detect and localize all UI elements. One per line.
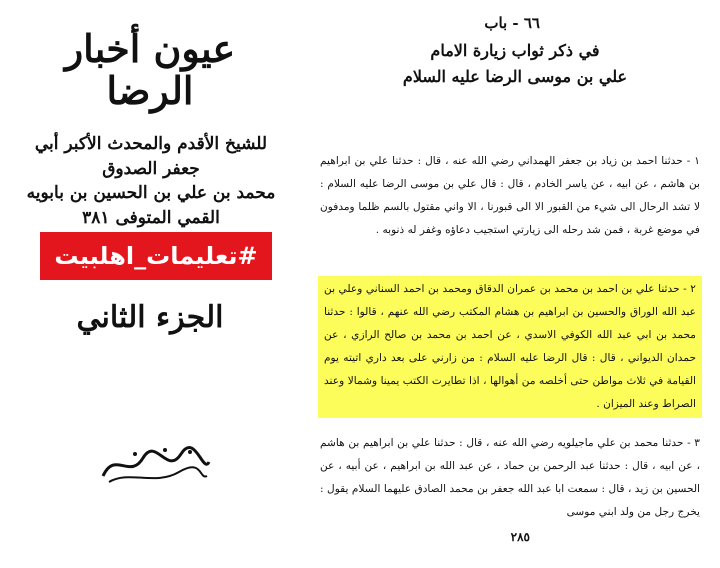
hadith-paragraph-3: ٣ - حدثنا محمد بن علي ماجيلويه رضي الله عنه ، قال : حدثنا علي بن ابراهيم بن هاشم ، عن ابيه ، قال : حدثنا عبد الرحمن بن حماد ، عن عبد الله بن ابراهيم ، عن أبيه ، عن الحسين بن زيد ، قال : سمعت ابا عبد الله جعفر بن محمد الصادق عليهما السلام يقول : يخرج رجل من ولد ابني موسى [320,437,700,518]
author-line-1: للشيخ الأقدم والمحدث الأكبر أبي جعفر الصدوق [34,134,268,179]
hadith-paragraph-2-highlighted: ٢ - حدثنا علي بن احمد بن محمد بن عمران الدقاق ومحمد بن احمد السناني وعلي بن عبد الله الوراق والحسين بن ابراهيم بن هشام المكتب رضي الله عنهم ، قالوا : حدثنا محمد بن ابي عبد الله الكوفي الاسدي ، عن احمد بن محمد بن صالح الرازي ، عن حمدان الديواني ، قال : قال الرضا عليه السلام : من زارني على بعد داري اتيته يوم القيامة في ثلاث مواطن حتى أخلصه من أهوالها ، اذا تطايرت الكتب يمينا وشمالا وعند الصراط وعند الميزان . [318,276,702,418]
publisher-seal-icon [95,440,215,490]
book-cover [0,0,300,568]
author-line-2: محمد بن علي بن الحسين بن بابويه القمي المتوفى ٣٨١ [26,183,276,228]
hashtag-banner: #تعليمات_اهلبيت [40,232,272,280]
page-number: ٢٨٥ [510,530,530,544]
chapter-title-line-2: علي بن موسى الرضا عليه السلام [402,66,628,86]
book-page [305,0,720,568]
book-title: عيون أخبار الرضا [64,26,236,113]
chapter-title [365,38,665,89]
hadith-paragraph-1: ١ - حدثنا احمد بن زياد بن جعفر الهمداني رضي الله عنه ، قال : حدثنا علي بن ابراهيم بن هاشم ، عن ابيه ، عن ياسر الخادم ، قال : قال علي بن موسى الرضا عليه السلام : لا تشد الرحال الى شيء من القبور الا الى قبورنا ، الا واني مقتول بالسم ظلما ومدفون في موضع غربة ، فمن شد رحله الى زيارتي استجيب دعاؤه وغفر له ذنوبه . [320,155,700,236]
author-block [20,132,282,231]
chapter-title-line-1: في ذكر ثواب زيارة الامام [430,41,600,60]
chapter-number: ٦٦ - باب [484,14,540,32]
volume-label: الجزء الثاني [76,300,224,335]
